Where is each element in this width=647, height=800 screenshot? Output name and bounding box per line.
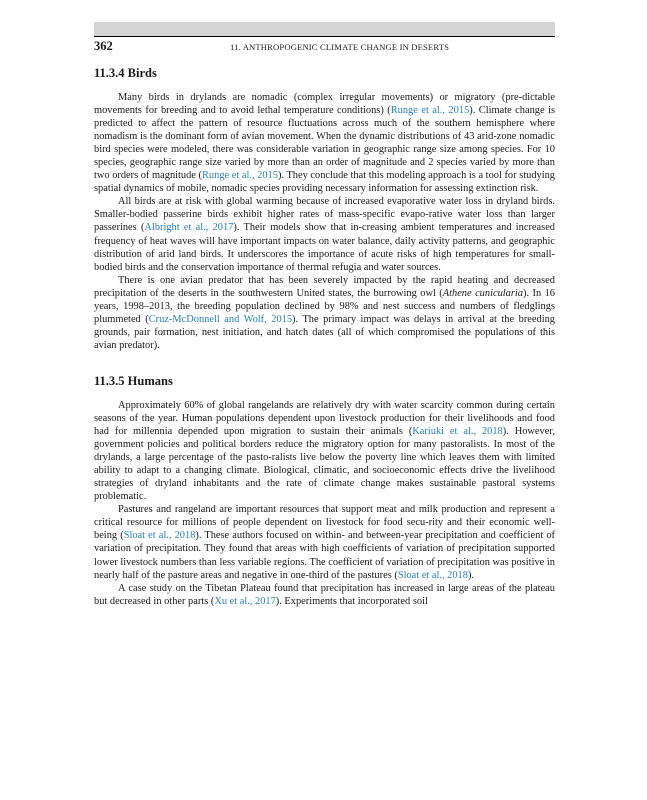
paragraph: Many birds in drylands are nomadic (complex irregular movements) or migratory (pre-dictable movements for breeding and to avoid lethal temperature conditions) (Runge et al., 2015). Climate change is predicted to affect the pattern of resource fluctuations across much of the southern hemisphere where nomadism is the dominant form of avian movement. When the dynamic distributions of 43 arid-zone nomadic bird species were modeled, there was considerable variation in geographic range size among species. For 10 species, geographic range size varied by more than an order of magnitude and 2 species varied by more than two orders of magnitude (Runge et al., 2015). They conclude that this modeling approach is a tool for studying spatial dynamics of mobile, nomadic species providing necessary information for assessing extinction risk. (94, 92, 555, 195)
section-heading: 11.3.4 Birds (94, 66, 157, 80)
citation-link[interactable]: Runge et al., 2015 (202, 170, 278, 182)
section-birds (94, 66, 555, 352)
section-humans (94, 374, 555, 608)
page-number: 362 (94, 39, 113, 53)
page-body (94, 66, 555, 608)
running-title: 11. ANTHROPOGENIC CLIMATE CHANGE IN DESERTS (230, 42, 450, 52)
paragraph: Pastures and rangeland are important resources that support meat and milk production and represent a critical resource for millions of people dependent on livestock for food secu-rity and their economic well-being (Sloat et al., 2018). These authors focused on within- and between-year precipitation and coefficient of variation of precipitation. They found that areas with high coefficients of variation of precipitation supported lower livestock numbers than less variable regions. The coefficient of variation of precipitation was positive in nearly half of the pasture areas and negative in one-third of the pastures (Sloat et al., 2018). (94, 504, 555, 581)
citation-link[interactable]: Sloat et al., 2018 (123, 530, 196, 542)
citation-link[interactable]: Cruz-McDonnell and Wolf, 2015 (148, 313, 293, 325)
paragraph: All birds are at risk with global warming because of increased evaporative water loss in dryland birds. Smaller-bodied passerine birds exhibit higher rates of mass-specific evapo-rative water loss than larger passerines (Albright et al., 2017). Their models show that in-creasing ambient temperatures and increased frequency of heat waves will have important impacts on water balance, daily activity patterns, and geographic distribution of arid land birds. It underscores the importance of acute risks of high temperatures for small-bodied birds and the conservation importance of thermal refugia and water sources. (94, 196, 556, 273)
citation-link[interactable]: Kariuki et al., 2018 (412, 426, 503, 438)
citation-link[interactable]: Runge et al., 2015 (390, 105, 470, 117)
header-bar (94, 22, 555, 36)
section-heading: 11.3.5 Humans (94, 373, 173, 388)
paragraph: There is one avian predator that has been severely impacted by the rapid heating and decreased precipitation of the deserts in the southwestern United states, the burrowing owl (Athene cunicularia). In 16 years, 1998–2013, the breeding population declined by 98% and nest success and numbers of fledglings plummeted (Cruz-McDonnell and Wolf, 2015). The primary impact was delays in arrival at the breeding grounds, pair formation, nest initiation, and hatch dates (all of which compromised the populations of this avian predator). (94, 274, 555, 351)
paragraph: Approximately 60% of global rangelands are relatively dry with water scarcity common during certain seasons of the year. Human populations dependent upon livestock production for their livelihoods and food had for millennia depended upon migration to sustain their animals (Kariuki et al., 2018). However, government policies and political borders reduce the migratory option for many pastoralists. In most of the drylands, a large percentage of the pasto-ralists live below the poverty line which leaves them with limited ability to adapt to a changing climate. Biological, climatic, and socioeconomic effects drive the livelihood strategies of dryland inhabitants and the rate of climate change makes sustainable pastoral systems problematic. (94, 399, 555, 503)
page-header (94, 36, 555, 55)
citation-link[interactable]: Xu et al., 2017 (214, 595, 276, 607)
citation-link[interactable]: Sloat et al., 2018 (397, 569, 468, 581)
citation-link[interactable]: Albright et al., 2017 (144, 222, 234, 234)
species-name: Athene cunicularia (442, 287, 523, 299)
paragraph: A case study on the Tibetan Plateau found that precipitation has increased in large areas of the plateau but decreased in other parts (Xu et al., 2017). Experiments that incorporated soil (94, 582, 555, 607)
